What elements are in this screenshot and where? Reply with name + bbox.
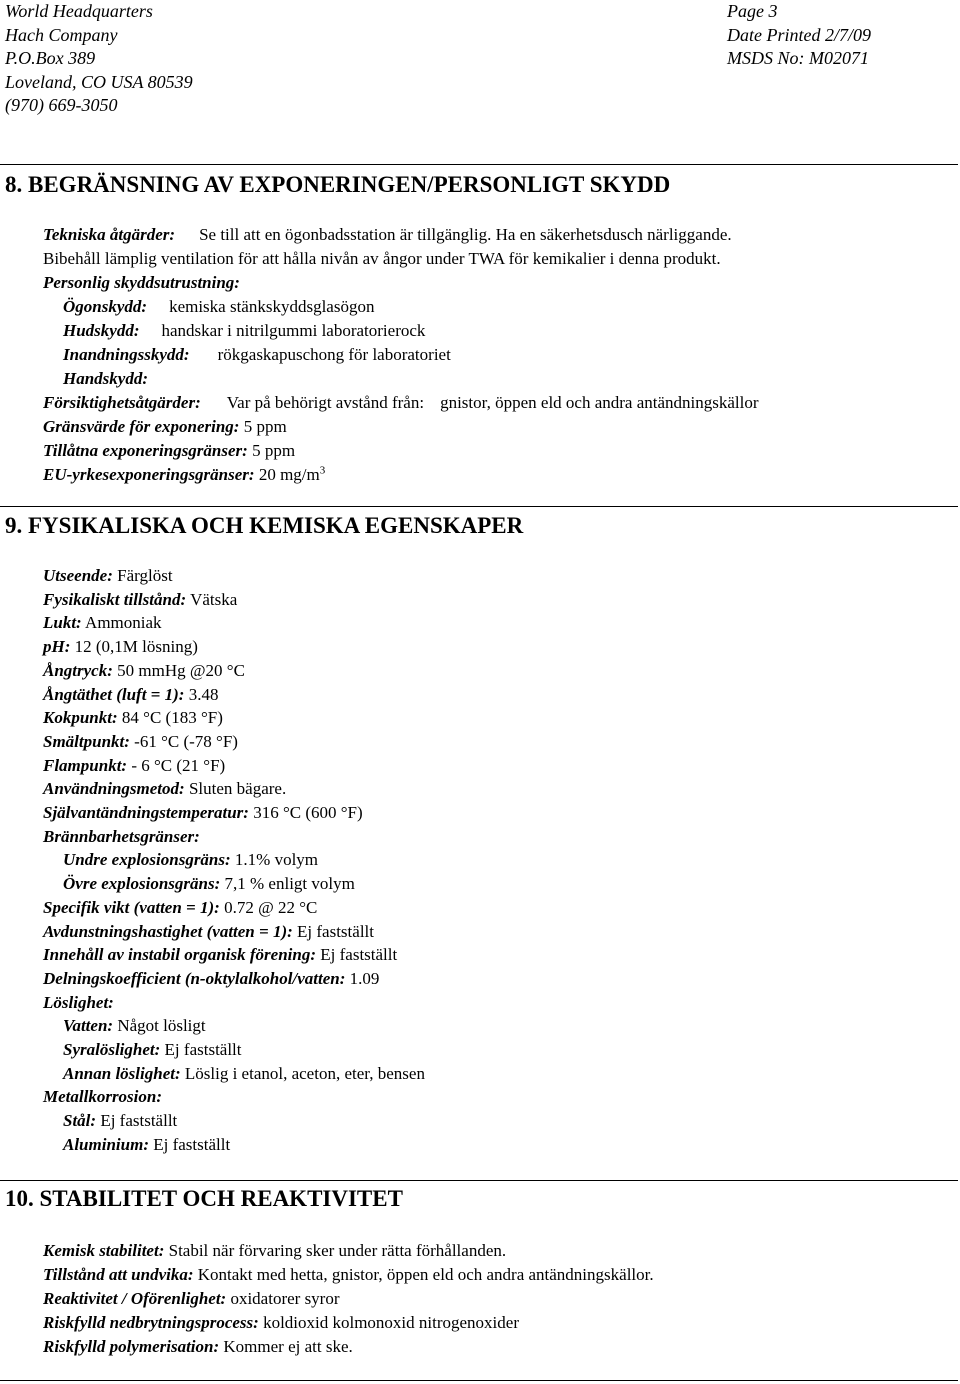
- property-label: Tillstånd att undvika:: [43, 1265, 194, 1284]
- property-row: [43, 778, 286, 800]
- property-label: Delningskoefficient (n-oktylalkohol/vatten:: [43, 968, 346, 988]
- company-line: World Headquarters: [5, 1, 153, 21]
- page-number: Page 3: [727, 1, 778, 21]
- property-label: Annan löslighet:: [63, 1063, 181, 1083]
- eu-value: 20 mg/m: [258, 465, 320, 484]
- skin-value: handskar i nitrilgummi laboratorierock: [161, 321, 426, 340]
- property-row: [43, 565, 173, 587]
- property-label: Kokpunkt:: [43, 708, 118, 728]
- property-label: Riskfylld polymerisation:: [43, 1337, 220, 1356]
- property-value: Ej fastställt: [164, 1040, 242, 1059]
- property-value: Ej fastställt: [100, 1111, 178, 1131]
- property-row: [43, 1288, 340, 1310]
- property-row: [43, 992, 114, 1014]
- property-label: Reaktivitet / Oförenlighet:: [43, 1289, 227, 1308]
- property-label: Vatten:: [63, 1016, 114, 1036]
- section-9-title: 9. FYSIKALISKA OCH KEMISKA EGENSKAPER: [5, 513, 524, 538]
- skin-protection-row: [63, 320, 425, 342]
- header-left: [5, 0, 193, 118]
- msds-number: MSDS No: M02071: [727, 48, 869, 68]
- property-label: Specifik vikt (vatten = 1):: [43, 897, 220, 917]
- property-row: [43, 968, 379, 990]
- section-10-title: 10. STABILITET OCH REAKTIVITET: [5, 1186, 403, 1211]
- property-value: Kommer ej att ske.: [223, 1337, 353, 1356]
- limit-value: 5 ppm: [243, 417, 287, 436]
- property-row: [43, 897, 317, 919]
- property-row: [43, 755, 225, 777]
- header-right: [727, 0, 871, 71]
- property-row: [43, 684, 218, 706]
- tech-value-line2: Bibehåll lämplig ventilation för att hålla nivån av ångor under TWA för kemikalier i denna produkt.: [43, 249, 721, 268]
- property-value: Kontakt med hetta, gnistor, öppen eld och andra antändningskällor.: [197, 1265, 654, 1284]
- property-row: [63, 1063, 425, 1085]
- property-label: Löslighet:: [43, 992, 114, 1012]
- property-label: Fysikaliskt tillstånd:: [43, 589, 187, 609]
- property-value: Något lösligt: [117, 1016, 206, 1036]
- property-label: Aluminium:: [63, 1134, 149, 1154]
- property-value: oxidatorer syror: [230, 1289, 340, 1308]
- property-value: Löslig i etanol, aceton, eter, bensen: [184, 1063, 425, 1083]
- limit-row: [43, 416, 287, 438]
- property-label: Stål:: [63, 1111, 97, 1131]
- property-row: [63, 1039, 242, 1061]
- property-label: Brännbarhetsgränser:: [43, 826, 200, 846]
- prec-value-2: gnistor, öppen eld och andra antändningskällor: [440, 393, 759, 412]
- property-label: pH:: [43, 637, 71, 657]
- property-row: [63, 849, 318, 871]
- property-row: [63, 1015, 206, 1037]
- property-label: Riskfylld nedbrytningsprocess:: [43, 1313, 259, 1332]
- property-row: [43, 660, 245, 682]
- property-value: Ej fastställt: [297, 921, 374, 941]
- property-label: Ångtryck:: [43, 660, 113, 680]
- property-label: Undre explosionsgräns:: [63, 850, 231, 870]
- divider: [0, 1380, 958, 1381]
- skin-label: Hudskydd:: [63, 321, 140, 340]
- property-label: Metallkorrosion:: [43, 1087, 163, 1107]
- allowed-label: Tillåtna exponeringsgränser:: [43, 441, 248, 460]
- property-label: Avdunstningshastighet (vatten = 1):: [43, 921, 293, 941]
- company-line: Hach Company: [5, 24, 118, 45]
- property-row: [43, 589, 237, 611]
- allowed-value: 5 ppm: [252, 441, 296, 460]
- property-row: [43, 944, 397, 966]
- property-row: [63, 1134, 230, 1156]
- resp-label: Inandningsskydd:: [63, 345, 190, 364]
- property-row: [43, 921, 374, 943]
- tech-label: Tekniska åtgärder:: [43, 225, 176, 244]
- prec-value-1: Var på behörigt avstånd från:: [226, 393, 425, 412]
- company-line: Loveland, CO USA 80539: [5, 71, 193, 92]
- property-label: Ångtäthet (luft = 1):: [43, 684, 185, 704]
- eye-protection-row: [63, 296, 374, 318]
- property-value: Stabil när förvaring sker under rätta förhållanden.: [168, 1241, 507, 1260]
- resp-value: rökgaskapuschong för laboratoriet: [217, 345, 451, 364]
- property-row: [43, 1312, 519, 1334]
- eu-superscript: 3: [319, 464, 326, 477]
- tech-measures-row: [43, 224, 732, 246]
- property-label: Kemisk stabilitet:: [43, 1241, 165, 1260]
- limit-label: Gränsvärde för exponering:: [43, 417, 240, 436]
- property-row: [43, 1336, 353, 1358]
- divider: [0, 1180, 958, 1181]
- property-value: -61 °C (-78 °F): [134, 731, 238, 751]
- eye-value: kemiska stänkskyddsglasögon: [169, 297, 375, 316]
- eu-label: EU-yrkesexponeringsgränser:: [43, 465, 255, 484]
- property-value: 84 °C (183 °F): [121, 708, 223, 728]
- property-label: Självantändningstemperatur:: [43, 803, 249, 822]
- property-value: 1.1% volym: [234, 850, 319, 870]
- property-row: [43, 707, 223, 729]
- property-value: 316 °C (600 °F): [253, 803, 363, 822]
- property-value: Ammoniak: [85, 613, 162, 633]
- property-label: Smältpunkt:: [43, 731, 130, 751]
- date-printed: Date Printed 2/7/09: [727, 24, 871, 45]
- company-line: (970) 669-3050: [5, 95, 118, 115]
- property-value: 3.48: [188, 684, 219, 704]
- property-row: [43, 826, 200, 848]
- property-row: [43, 1264, 654, 1286]
- property-label: Lukt:: [43, 613, 82, 633]
- hand-label: Handskydd:: [63, 369, 148, 388]
- property-value: 50 mmHg @20 °C: [117, 660, 245, 680]
- eu-limit-row: [43, 464, 325, 486]
- property-row: [43, 636, 198, 658]
- property-label: Syralöslighet:: [63, 1040, 161, 1059]
- company-line: P.O.Box 389: [5, 48, 96, 68]
- prec-label: Försiktighetsåtgärder:: [43, 393, 201, 412]
- precautions-row: [43, 392, 759, 414]
- divider: [0, 164, 958, 165]
- property-value: 12 (0,1M lösning): [74, 637, 198, 657]
- property-value: Ej fastställt: [320, 945, 398, 965]
- property-row: [63, 1110, 177, 1132]
- property-row: [63, 873, 355, 895]
- divider: [0, 506, 958, 507]
- property-label: Övre explosionsgräns:: [63, 874, 221, 894]
- allowed-row: [43, 440, 295, 462]
- property-value: 1.09: [349, 968, 380, 988]
- property-value: Färglöst: [117, 566, 173, 585]
- tech-value: Se till att en ögonbadsstation är tillgänglig. Ha en säkerhetsdusch närliggande.: [199, 225, 732, 244]
- property-row: [43, 612, 162, 634]
- property-value: koldioxid kolmonoxid nitrogenoxider: [263, 1313, 519, 1332]
- section-8-title: 8. BEGRÄNSNING AV EXPONERINGEN/PERSONLIGT SKYDD: [5, 172, 671, 197]
- property-label: Utseende:: [43, 566, 113, 585]
- property-value: 7,1 % enligt volym: [224, 874, 355, 894]
- property-label: Innehåll av instabil organisk förening:: [43, 945, 317, 965]
- property-value: Sluten bägare.: [188, 779, 287, 799]
- property-label: Flampunkt:: [43, 755, 128, 775]
- property-label: Användningsmetod:: [43, 779, 185, 799]
- property-value: - 6 °C (21 °F): [131, 755, 226, 775]
- ppe-label: Personlig skyddsutrustning:: [43, 273, 240, 292]
- property-row: [43, 731, 238, 753]
- property-value: 0.72 @ 22 °C: [224, 897, 318, 917]
- property-value: Vätska: [190, 589, 238, 609]
- eye-label: Ögonskydd:: [63, 297, 148, 316]
- property-value: Ej fastställt: [153, 1134, 231, 1154]
- property-row: [43, 802, 363, 824]
- property-row: [43, 1086, 162, 1108]
- resp-protection-row: [63, 344, 451, 366]
- property-row: [43, 1240, 506, 1262]
